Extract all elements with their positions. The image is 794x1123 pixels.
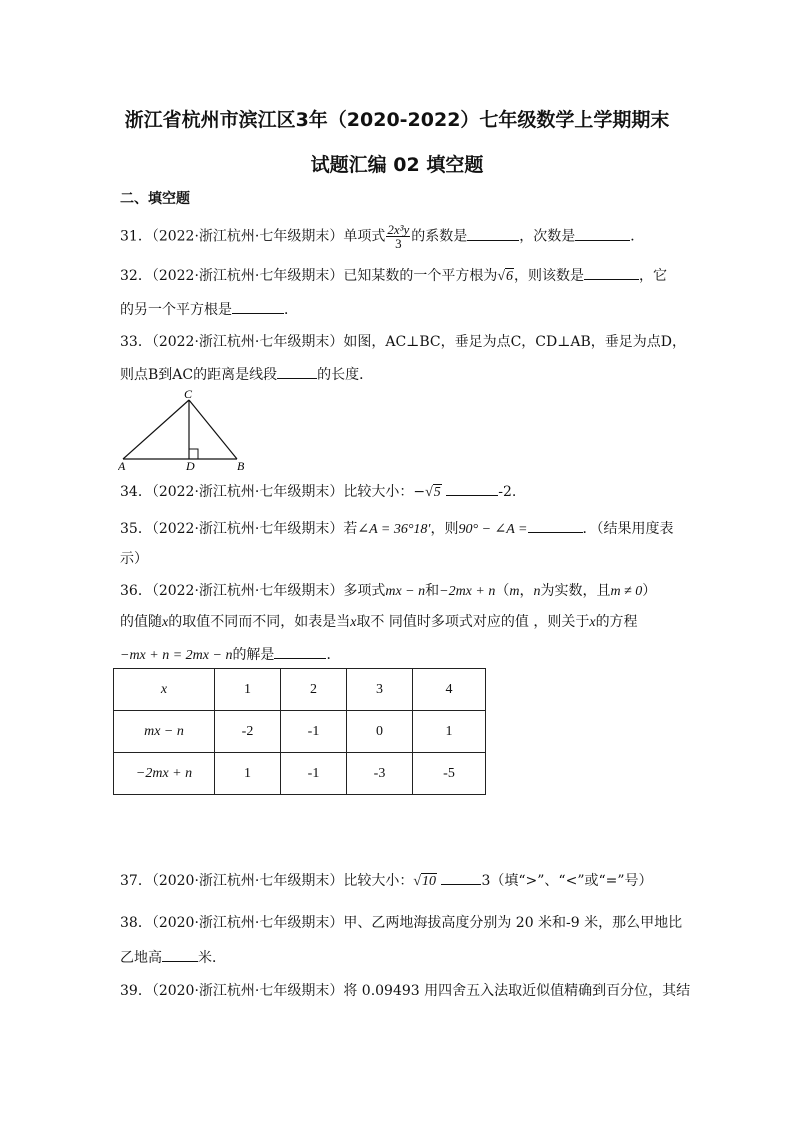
table-row xyxy=(114,669,486,711)
sqrt-10: √10 xyxy=(413,874,437,889)
table-cell: -1 xyxy=(281,711,347,753)
answer-blank xyxy=(441,870,481,885)
question-38: 38．（2020·浙江杭州·七年级期末）甲、乙两地海拔高度分别为 20 米和-9 米，那么甲地比 xyxy=(120,915,683,931)
sqrt-6: √6 xyxy=(497,269,514,284)
answer-blank xyxy=(274,644,326,659)
table-cell: -1 xyxy=(281,753,347,795)
table-cell: 3 xyxy=(347,669,413,711)
table-cell: 1 xyxy=(413,711,486,753)
answer-blank xyxy=(575,226,630,241)
label-c: C xyxy=(184,388,193,401)
question-31: 31．（2022·浙江杭州·七年级期末）单项式 $\frac{\text{2x³y}}{3}$ 的系数是 ，次数是 ． xyxy=(120,222,645,251)
segment-ac xyxy=(123,400,189,459)
triangle-diagram xyxy=(118,388,248,473)
table-row xyxy=(114,711,486,753)
table-cell: 2 xyxy=(281,669,347,711)
table-cell: -3 xyxy=(347,753,413,795)
table-cell: -2 xyxy=(215,711,281,753)
page-title-line2: 试题汇编 02 填空题 xyxy=(310,154,484,176)
table-cell: mx − n xyxy=(114,711,215,753)
question-34: 34．（2022·浙江杭州·七年级期末）比较大小：−√5 -2. xyxy=(120,481,516,503)
table-cell: -5 xyxy=(413,753,486,795)
answer-blank xyxy=(446,481,498,496)
question-33: 33．（2022·浙江杭州·七年级期末）如图，AC⊥BC，垂足为点C，CD⊥AB，垂足为点D， xyxy=(120,334,687,350)
table-cell: 4 xyxy=(413,669,486,711)
question-37: 37．（2020·浙江杭州·七年级期末）比较大小：√10 3（填“>”、“<”或“=”号） xyxy=(120,870,653,892)
question-36: 36．（2022·浙江杭州·七年级期末）多项式mx − n和−2mx + n（m，n为实数，且m ≠ 0） xyxy=(120,583,657,599)
table-cell: −2mx + n xyxy=(114,753,215,795)
question-32: 32．（2022·浙江杭州·七年级期末）已知某数的一个平方根为√6，则该数是 ，它 xyxy=(120,265,667,287)
question-35: 35．（2022·浙江杭州·七年级期末）若∠A = 36°18′，则90° − ∠A = ．（结果用度表 xyxy=(120,518,674,540)
answer-blank xyxy=(467,226,519,241)
fraction-2x2y-over-3: $\frac{\text{2x³y}}{3}$ xyxy=(387,222,410,251)
label-a: A xyxy=(118,459,126,473)
answer-blank xyxy=(232,299,284,314)
question-36-line3: −mx + n = 2mx − n的解是 ． xyxy=(120,644,340,666)
question-32-line2: 的另一个平方根是 ． xyxy=(120,299,298,320)
section-heading: 二、填空题 xyxy=(120,191,190,207)
values-table xyxy=(113,668,486,795)
table-cell: 0 xyxy=(347,711,413,753)
table-cell: 1 xyxy=(215,753,281,795)
label-b: B xyxy=(237,459,245,473)
question-39: 39．（2020·浙江杭州·七年级期末）将 0.09493 用四舍五入法取近似值精确到百分位，其结 xyxy=(120,983,691,999)
answer-blank xyxy=(528,518,583,533)
label-d: D xyxy=(186,459,195,473)
table-cell: x xyxy=(114,669,215,711)
answer-blank xyxy=(162,947,198,962)
question-36-line2: 的值随x的取值不同而不同，如表是当x取不 同值时多项式对应的值 ，则关于x的方程 xyxy=(120,614,638,630)
sqrt-5: √5 xyxy=(425,485,441,500)
right-angle-mark xyxy=(189,449,198,459)
answer-blank xyxy=(277,364,317,379)
table-row xyxy=(114,753,486,795)
segment-bc xyxy=(189,400,237,459)
answer-blank xyxy=(584,265,639,280)
question-35-line2: 示） xyxy=(120,551,148,567)
page-title-line1: 浙江省杭州市滨江区3年（2020-2022）七年级数学上学期期末 xyxy=(124,109,670,131)
question-33-line2: 则点B到AC的距离是线段 的长度． xyxy=(120,364,373,385)
question-38-line2: 乙地高 米． xyxy=(120,947,226,968)
table-cell: 1 xyxy=(215,669,281,711)
